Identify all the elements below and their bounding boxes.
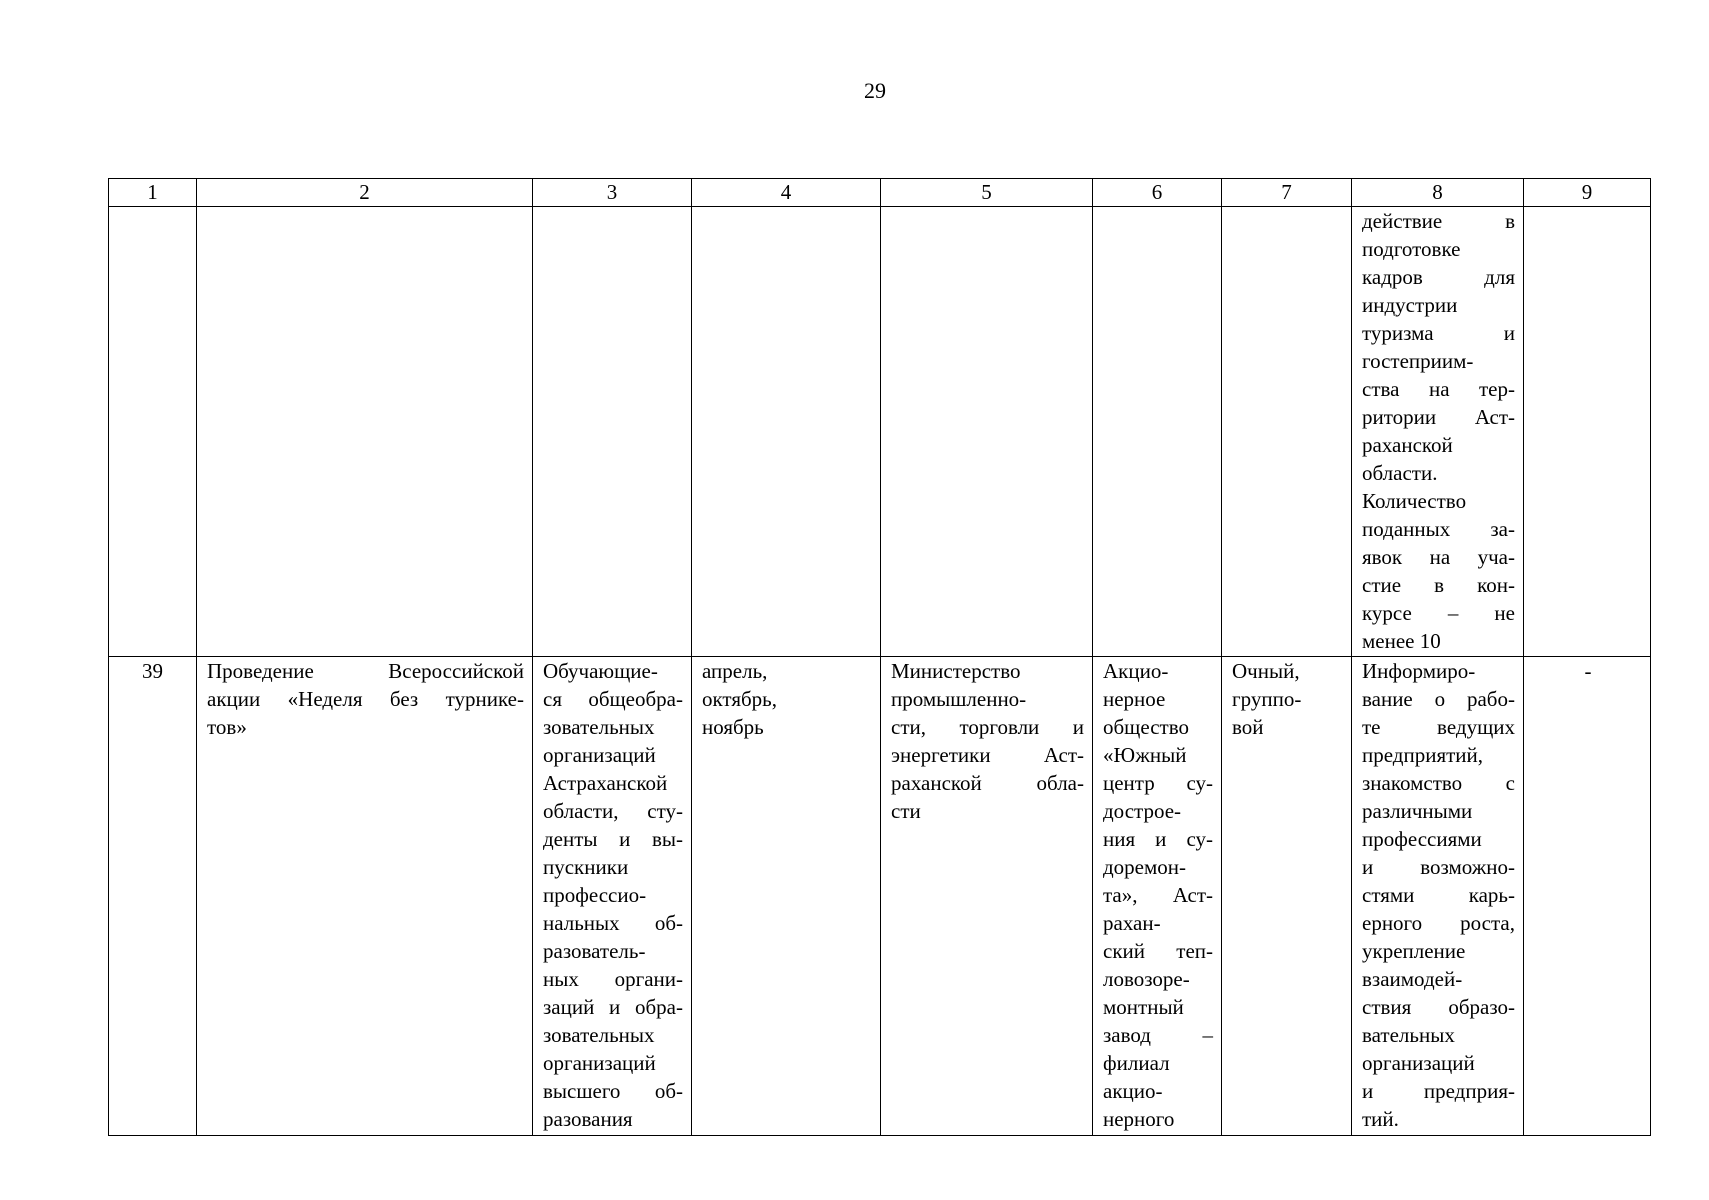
cell-line: Проведение Всероссийской [207, 659, 524, 683]
cell-line: энергетики Аст- [891, 743, 1084, 767]
cell-line: центр су- [1103, 771, 1213, 795]
cell-dates [692, 207, 881, 657]
col-header-5: 5 [881, 179, 1093, 207]
cell-line: заций и обра- [543, 995, 683, 1019]
cell-line: подготовке [1362, 237, 1461, 261]
cell-notes: - [1524, 657, 1651, 1136]
cell-result [1352, 207, 1524, 657]
cell-line: области, сту- [543, 799, 683, 823]
cell-line: общество [1103, 715, 1189, 739]
cell-line: кадров для [1362, 265, 1515, 289]
cell-line: Акцио- [1103, 659, 1169, 683]
cell-line: раханской [1362, 433, 1453, 457]
cell-line: Министерство [891, 659, 1021, 683]
col-header-7: 7 [1222, 179, 1352, 207]
cell-line: ерного роста, [1362, 911, 1515, 935]
cell-line: туризма и [1362, 321, 1515, 345]
cell-line: ных органи- [543, 967, 683, 991]
header-row [109, 179, 1651, 207]
cell-line: предприятий, [1362, 743, 1484, 767]
cell-line: те ведущих [1362, 715, 1515, 739]
cell-line: поданных за- [1362, 517, 1515, 541]
col-header-9: 9 [1524, 179, 1651, 207]
cell-partners [1093, 657, 1222, 1136]
cell-line: различными [1362, 799, 1473, 823]
cell-line: взаимодей- [1362, 967, 1463, 991]
cell-line: группо- [1232, 687, 1302, 711]
cell-line: вой [1232, 715, 1264, 739]
cell-line: филиал [1103, 1051, 1170, 1075]
cell-line: пускники [543, 855, 629, 879]
cell-line: организаций [543, 1051, 656, 1075]
cell-line: промышленно- [891, 687, 1027, 711]
cell-line: индустрии [1362, 293, 1458, 317]
cell-line: доремон- [1103, 855, 1187, 879]
cell-line: области. [1362, 461, 1438, 485]
cell-activity [197, 657, 533, 1136]
cell-line: сти, торговли и [891, 715, 1084, 739]
cell-line: гостеприим- [1362, 349, 1474, 373]
cell-line: тов» [207, 715, 247, 739]
cell-line: Очный, [1232, 659, 1300, 683]
cell-line: сти [891, 799, 921, 823]
cell-line: апрель, [702, 659, 768, 683]
cell-line: нерного [1103, 1107, 1175, 1131]
col-header-1: 1 [109, 179, 197, 207]
cell-line: вательных [1362, 1023, 1455, 1047]
cell-responsible [881, 207, 1093, 657]
cell-result [1352, 657, 1524, 1136]
cell-line: разователь- [543, 939, 646, 963]
cell-line: нальных об- [543, 911, 683, 935]
cell-line: явок на уча- [1362, 545, 1515, 569]
cell-line: укрепление [1362, 939, 1466, 963]
cell-notes [1524, 207, 1651, 657]
table-row-39 [109, 657, 1651, 1136]
cell-line: раханской обла- [891, 771, 1084, 795]
cell-format [1222, 207, 1352, 657]
cell-line: завод – [1103, 1023, 1213, 1047]
cell-line: ствия образо- [1362, 995, 1515, 1019]
cell-number: 39 [109, 657, 197, 1136]
cell-format [1222, 657, 1352, 1136]
cell-line: ловозоре- [1103, 967, 1190, 991]
cell-number [109, 207, 197, 657]
col-header-6: 6 [1093, 179, 1222, 207]
cell-line: действие в [1362, 209, 1515, 233]
cell-line: организаций [1362, 1051, 1475, 1075]
cell-activity [197, 207, 533, 657]
page-number: 29 [864, 78, 886, 103]
cell-line: зовательных [543, 1023, 655, 1047]
cell-line: ства на тер- [1362, 377, 1515, 401]
cell-line: та», Аст- [1103, 883, 1213, 907]
cell-line: ритории Аст- [1362, 405, 1515, 429]
cell-line: ский теп- [1103, 939, 1213, 963]
cell-line: рахан- [1103, 911, 1161, 935]
cell-line: «Южный [1103, 743, 1187, 767]
cell-line: знакомство с [1362, 771, 1515, 795]
cell-line: зовательных [543, 715, 655, 739]
cell-line: Астраханской [543, 771, 668, 795]
activity-table [108, 178, 1651, 1136]
col-header-3: 3 [533, 179, 692, 207]
cell-line: акции «Неделя без турнике- [207, 687, 524, 711]
col-header-4: 4 [692, 179, 881, 207]
cell-dates [692, 657, 881, 1136]
cell-line: стями карь- [1362, 883, 1515, 907]
cell-line: высшего об- [543, 1079, 683, 1103]
cell-line: стие в кон- [1362, 573, 1515, 597]
cell-line: профессио- [543, 883, 647, 907]
cell-participants [533, 657, 692, 1136]
cell-line: разования [543, 1107, 633, 1131]
cell-participants [533, 207, 692, 657]
col-header-2: 2 [197, 179, 533, 207]
cell-line: нерное [1103, 687, 1166, 711]
cell-line: ся общеобра- [543, 687, 683, 711]
cell-responsible [881, 657, 1093, 1136]
table-row-continued [109, 207, 1651, 657]
cell-line: Обучающие- [543, 659, 658, 683]
cell-line: вание о рабо- [1362, 687, 1515, 711]
cell-partners [1093, 207, 1222, 657]
cell-line: монтный [1103, 995, 1184, 1019]
cell-line: тий. [1362, 1107, 1399, 1131]
cell-line: ноябрь [702, 715, 764, 739]
cell-line: курсе – не [1362, 601, 1515, 625]
cell-line: Количество [1362, 489, 1467, 513]
col-header-8: 8 [1352, 179, 1524, 207]
cell-line: и предприя- [1362, 1079, 1515, 1103]
cell-line: организаций [543, 743, 656, 767]
cell-line: ния и су- [1103, 827, 1213, 851]
cell-line: денты и вы- [543, 827, 683, 851]
cell-line: октябрь, [702, 687, 777, 711]
cell-line: акцио- [1103, 1079, 1163, 1103]
cell-line: дострое- [1103, 799, 1182, 823]
cell-line: Информиро- [1362, 659, 1476, 683]
cell-line: профессиями [1362, 827, 1482, 851]
cell-line: менее 10 [1362, 629, 1441, 653]
cell-line: и возможно- [1362, 855, 1515, 879]
